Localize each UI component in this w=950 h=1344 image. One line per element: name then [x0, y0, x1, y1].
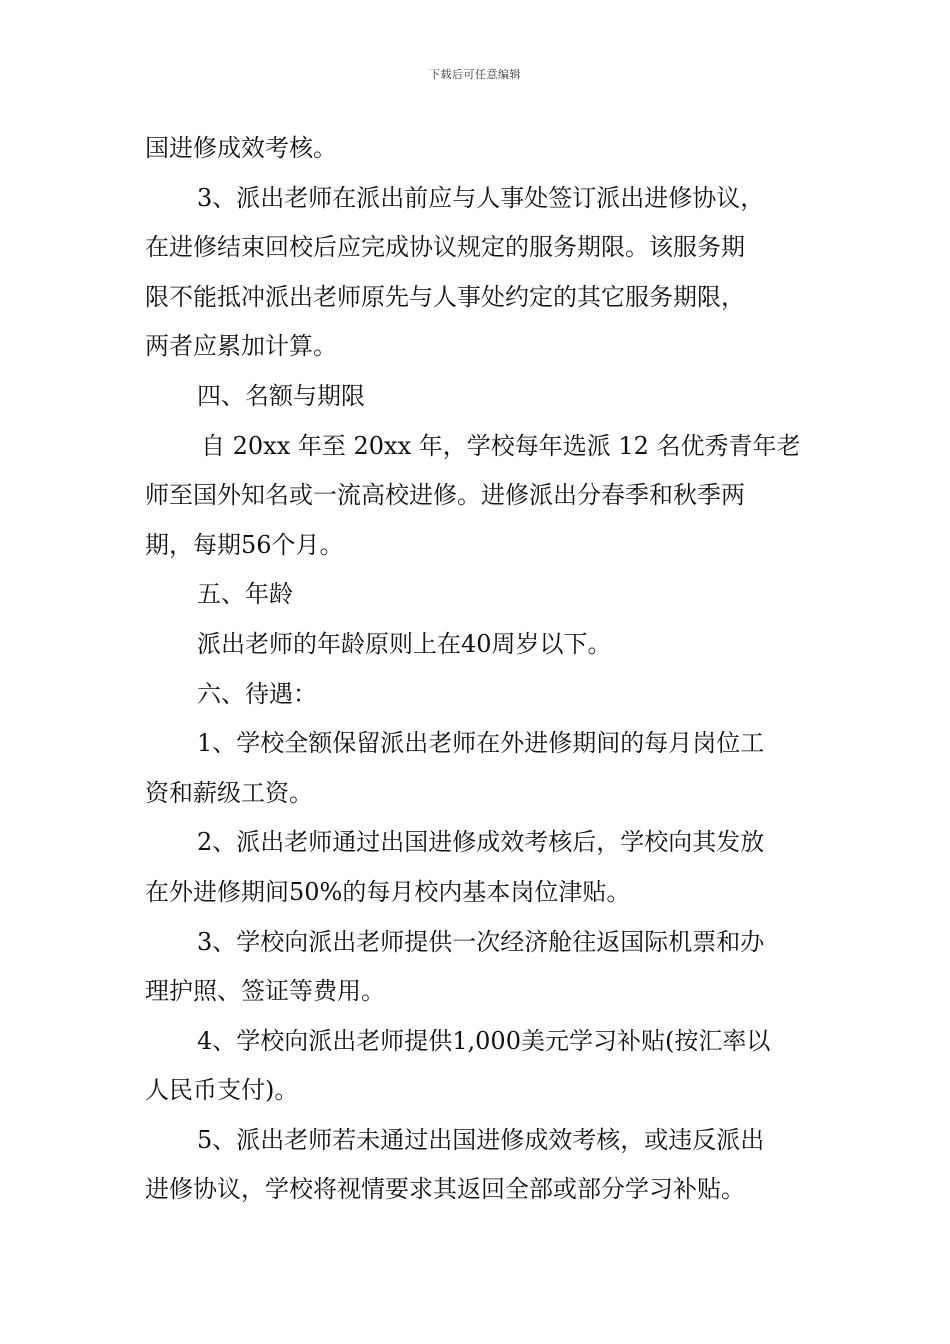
paragraph-line: 进修协议，学校将视情要求其返回全部或部分学习补贴。 [145, 1175, 745, 1204]
paragraph-line: 理护照、签证等费用。 [145, 977, 385, 1006]
paragraph-line: 限不能抵冲派出老师原先与人事处约定的其它服务期限， [145, 282, 745, 311]
paragraph-line: 5、派出老师若未通过出国进修成效考核，或违反派出 [197, 1125, 765, 1154]
document-body [145, 124, 805, 1215]
paragraph-line: 在外进修期间50%的每月校内基本岗位津贴。 [145, 877, 631, 906]
paragraph-line: 3、学校向派出老师提供一次经济舱往返国际机票和办 [197, 927, 765, 956]
paragraph-line: 师至国外知名或一流高校进修。进修派出分春季和秋季两 [145, 481, 745, 510]
paragraph-line: 人民币支付)。 [145, 1076, 299, 1105]
paragraph-line: 自 20xx 年至 20xx 年，学校每年选派 12 名优秀青年老 [201, 431, 801, 460]
paragraph-line: 3、派出老师在派出前应与人事处签订派出进修协议， [197, 183, 765, 212]
section-heading: 五、年龄 [197, 580, 293, 609]
paragraph-line: 派出老师的年龄原则上在40周岁以下。 [197, 629, 612, 658]
paragraph-line: 4、学校向派出老师提供1,000美元学习补贴(按汇率以 [197, 1026, 771, 1055]
paragraph-line: 资和薪级工资。 [145, 778, 313, 807]
paragraph-line: 1、学校全额保留派出老师在外进修期间的每月岗位工 [197, 729, 765, 758]
paragraph-line: 期，每期56个月。 [145, 530, 344, 559]
paragraph-line: 2、派出老师通过出国进修成效考核后，学校向其发放 [197, 828, 765, 857]
header-note: 下载后可任意编辑 [429, 68, 521, 81]
section-heading: 四、名额与期限 [197, 381, 365, 410]
paragraph-line: 国进修成效考核。 [145, 134, 337, 162]
paragraph-line: 在进修结束回校后应完成协议规定的服务期限。该服务期 [145, 233, 745, 262]
paragraph-line: 两者应累加计算。 [145, 332, 337, 361]
section-heading: 六、待遇： [197, 679, 317, 708]
